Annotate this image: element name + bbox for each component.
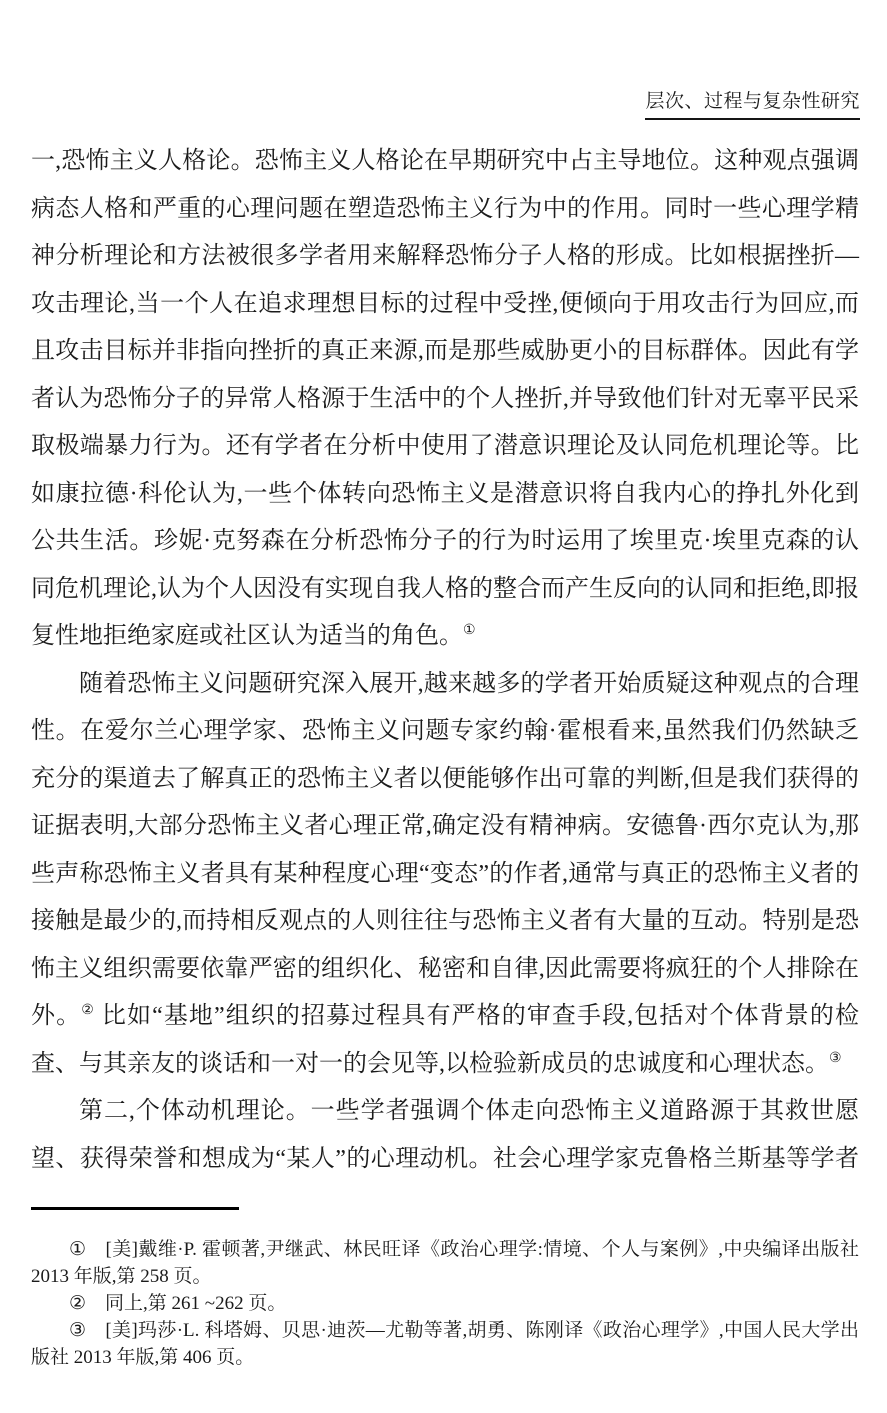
paragraph-3 bbox=[31, 1088, 859, 1183]
footnote-2-text: 同上,第 261 ~262 页。 bbox=[105, 1293, 287, 1314]
footnote-ref-3: ③ bbox=[829, 1050, 842, 1066]
footnote-ref-1: ① bbox=[463, 623, 476, 638]
paragraph-1 bbox=[31, 138, 859, 661]
footnote-3-marker: ③ bbox=[69, 1320, 87, 1341]
footnote-1-text: [美]戴维·P. 霍顿著,尹继武、林民旺译《政治心理学:情境、个人与案例》,中央编译出版社 2013 年版,第 258 页。 bbox=[31, 1239, 859, 1287]
footnote-2 bbox=[31, 1290, 859, 1317]
footnote-3 bbox=[31, 1317, 859, 1371]
paragraph-2 bbox=[31, 661, 859, 1089]
footnote-1-marker: ① bbox=[69, 1239, 87, 1260]
running-head-row bbox=[0, 0, 887, 120]
paragraph-1-text: 一,恐怖主义人格论。恐怖主义人格论在早期研究中占主导地位。这种观点强调病态人格和严重的心理问题在塑造恐怖主义行为中的作用。同时一些心理学精神分析理论和方法被很多学者用来解释恐怖分子人格的形成。比如根据挫折—攻击理论,当一个人在追求理想目标的过程中受挫,便倾向于用攻击行为回应,而且攻击目标并非指向挫折的真正来源,而是那些威胁更小的目标群体。因此有学者认为恐怖分子的异常人格源于生活中的个人挫折,并导致他们针对无辜平民采取极端暴力行为。还有学者在分析中使用了潜意识理论及认同危机理论等。比如康拉德·科伦认为,一些个体转向恐怖主义是潜意识将自我内心的挣扎外化到公共生活。珍妮·克努森在分析恐怖分子的行为时运用了埃里克·埃里克森的认同危机理论,认为个人因没有实现自我人格的整合而产生反向的认同和拒绝,即报复性地拒绝家庭或社区认为适当的角色。 bbox=[31, 148, 859, 649]
footnote-1 bbox=[31, 1236, 859, 1290]
footnote-separator bbox=[31, 1207, 239, 1210]
paragraph-2-text-a: 随着恐怖主义问题研究深入展开,越来越多的学者开始质疑这种观点的合理性。在爱尔兰心理学家、恐怖主义问题专家约翰·霍根看来,虽然我们仍然缺乏充分的渠道去了解真正的恐怖主义者以便能够作出可靠的判断,但是我们获得的证据表明,大部分恐怖主义者心理正常,确定没有精神病。安德鲁·西尔克认为,那些声称恐怖主义者具有某种程度心理“变态”的作者,通常与真正的恐怖主义者的接触是最少的,而持相反观点的人则往往与恐怖主义者有大量的互动。特别是恐怖主义组织需要依靠严密的组织化、秘密和自律,因此需要将疯狂的个人排除在外。 bbox=[31, 670, 859, 1029]
paragraph-2-text-b: 比如“基地”组织的招募过程具有严格的审查手段,包括对个体背景的检查、与其亲友的谈话和一对一的会见等,以检验新成员的忠诚度和心理状态。 bbox=[31, 1003, 859, 1077]
footnote-ref-2: ② bbox=[81, 1003, 95, 1018]
footnote-3-text: [美]玛莎·L. 科塔姆、贝思·迪茨—尤勒等著,胡勇、陈刚译《政治心理学》,中国人民大学出版社 2013 年版,第 406 页。 bbox=[31, 1320, 859, 1368]
footnotes bbox=[31, 1236, 859, 1371]
body-text bbox=[31, 138, 859, 1183]
footnote-2-marker: ② bbox=[69, 1293, 87, 1314]
paragraph-3-text: 第二,个体动机理论。一些学者强调个体走向恐怖主义道路源于其救世愿望、获得荣誉和想成为“某人”的心理动机。社会心理学家克鲁格兰斯基等学者 bbox=[31, 1098, 859, 1172]
running-head: 层次、过程与复杂性研究 bbox=[645, 90, 860, 120]
